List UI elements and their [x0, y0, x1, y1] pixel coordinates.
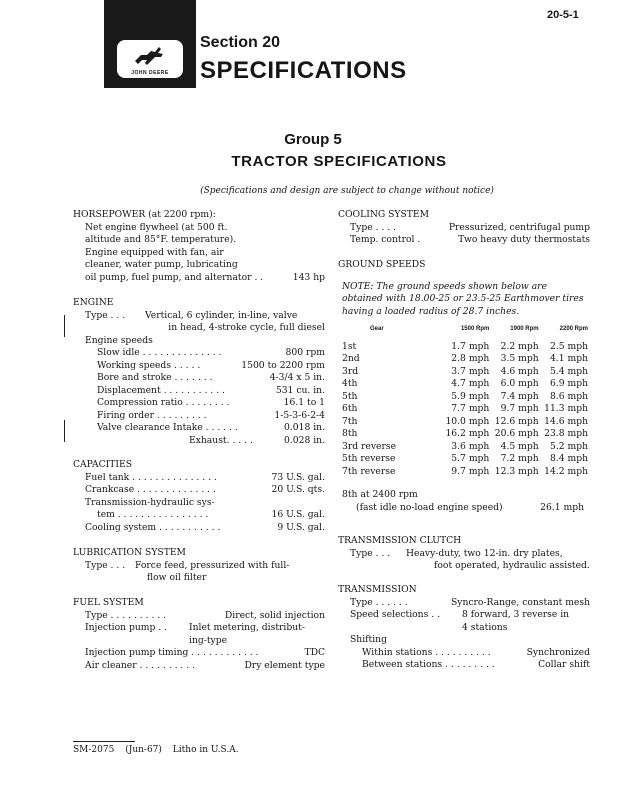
speed-cell: 12.3 mph	[494, 465, 539, 477]
speed-cell: 3.6 mph	[451, 440, 490, 452]
fuel-row	[73, 610, 325, 623]
speed-cell: 9.7 mph	[451, 465, 490, 477]
spec-value: 531 cu. in.	[275, 384, 325, 396]
speed-cell: 9.7 mph	[500, 403, 539, 414]
transmission-row	[338, 597, 590, 610]
ground-speeds-note: NOTE: The ground speeds shown below are obtained with 18.00-25 or 23.5-25 Earthmover tires having a loaded radius of 28.7 inches.	[342, 280, 584, 317]
lubrication-heading: LUBRICATION SYSTEM	[73, 547, 186, 558]
ground-speeds-body	[342, 341, 588, 479]
cooling-section	[338, 209, 590, 247]
capacity-label: Crankcase . . . . . . . . . . . . . .	[85, 484, 216, 495]
fuel-label: Air cleaner . . . . . . . . . .	[85, 659, 196, 671]
engine-type-value-2: in head, 4-stroke cycle, full diesel	[168, 322, 325, 333]
clutch-type-value-2: foot operated, hydraulic assisted.	[434, 560, 590, 571]
capacity-row	[73, 509, 325, 522]
spec-label: Compression ratio . . . . . . . .	[97, 397, 230, 408]
capacity-trans-label: Transmission-hydraulic sys-	[85, 496, 215, 508]
horsepower-section	[73, 209, 325, 284]
fuel-label: Injection pump timing . . . . . . . . . . . .	[85, 647, 259, 658]
table-row	[342, 428, 588, 441]
speed-cell: 5.4 mph	[549, 365, 588, 377]
speed-cell: 5.9 mph	[451, 390, 490, 402]
clutch-type-label: Type . . .	[350, 547, 391, 559]
horsepower-value: 143 hp	[292, 271, 325, 283]
clutch-type-value: Heavy-duty, two 12-in. dry plates,	[406, 547, 563, 559]
speed-cell: 7.4 mph	[500, 390, 539, 402]
horsepower-line: cleaner, water pump, lubricating	[85, 259, 238, 270]
ground-speeds-heading: GROUND SPEEDS	[338, 259, 426, 270]
speed-cell: 14.6 mph	[544, 415, 588, 427]
speed-cell: 23.8 mph	[544, 428, 588, 439]
speed-cell: 4.5 mph	[500, 440, 539, 452]
transmission-row	[338, 647, 590, 660]
spec-label: Valve clearance Intake . . . . . .	[97, 422, 238, 433]
speed-cell: 8.4 mph	[549, 453, 588, 464]
speed-cell: 3.5 mph	[500, 353, 539, 364]
speed-cell: 8.6 mph	[549, 390, 588, 402]
revision-bar	[64, 315, 65, 337]
transmission-section	[338, 584, 590, 672]
lubrication-type-label: Type . . .	[85, 559, 126, 571]
gear-cell: 7th reverse	[342, 465, 396, 477]
speed-cell: 12.6 mph	[494, 415, 539, 427]
speed-cell: 2.2 mph	[500, 340, 539, 352]
speed-cell: 4.7 mph	[451, 378, 490, 389]
column-header: 1500 Rpm	[460, 326, 490, 332]
speed-cell: 14.2 mph	[544, 465, 588, 477]
capacity-label: tem . . . . . . . . . . . . . . . .	[97, 509, 209, 520]
engine-spec-row	[73, 372, 325, 385]
engine-type-value: Vertical, 6 cylinder, in-line, valve	[145, 309, 298, 321]
engine-type-label: Type . . .	[85, 309, 126, 321]
speed-cell: 7.7 mph	[451, 403, 490, 414]
speed-cell: 7.2 mph	[500, 453, 539, 464]
spec-label: Firing order . . . . . . . . .	[97, 409, 207, 421]
footer-divider	[73, 741, 135, 742]
idle-value: 26.1 mph	[540, 501, 584, 513]
speed-cell: 5.2 mph	[549, 440, 588, 452]
spec-value: 0.018 in.	[284, 422, 325, 433]
transmission-label: Type . . . . . .	[350, 596, 408, 608]
speed-cell: 2.5 mph	[549, 340, 588, 352]
table-row	[342, 341, 588, 354]
table-row	[342, 441, 588, 454]
speed-cell: 4.6 mph	[500, 365, 539, 377]
gear-cell: 1st	[342, 340, 357, 352]
transmission-value: Syncro-Range, constant mesh	[450, 596, 590, 608]
capacity-label: Fuel tank . . . . . . . . . . . . . . .	[85, 471, 217, 483]
spec-label: Working speeds . . . . .	[97, 359, 201, 371]
lubrication-type-value: Force feed, pressurized with full-	[135, 559, 290, 571]
spec-label: Slow idle . . . . . . . . . . . . . .	[97, 347, 222, 358]
john-deere-logo	[104, 0, 196, 88]
table-row	[342, 466, 588, 479]
capacity-row	[73, 484, 325, 497]
spec-value: 1-5-3-6-2-4	[274, 409, 325, 421]
table-row	[342, 366, 588, 379]
gear-cell: 2nd	[342, 353, 360, 364]
footer	[73, 745, 239, 755]
horsepower-line: Engine equipped with fan, air	[85, 246, 224, 258]
speed-cell: 4.1 mph	[549, 353, 588, 364]
speed-cell: 6.0 mph	[500, 378, 539, 389]
idle-label: (fast idle no-load engine speed)	[356, 501, 503, 513]
capacities-heading: CAPACITIES	[73, 459, 133, 470]
ground-speeds-section	[338, 259, 590, 514]
gear-cell: 4th	[342, 378, 358, 389]
cooling-label: Type . . . .	[350, 221, 397, 233]
table-row	[342, 353, 588, 366]
spec-value: 800 rpm	[285, 347, 325, 358]
footer-date: (Jun-67)	[125, 745, 162, 755]
lubrication-type-value-2: flow oil filter	[147, 572, 207, 583]
engine-spec-row	[73, 347, 325, 360]
gear-cell: 5th reverse	[342, 453, 396, 464]
engine-spec-row	[73, 410, 325, 423]
engine-spec-row	[73, 435, 325, 448]
ground-speeds-table	[342, 323, 588, 478]
footer-litho: Litho in U.S.A.	[172, 745, 239, 755]
transmission-label: Within stations . . . . . . . . . .	[362, 646, 491, 658]
fuel-pump-value-2: ing-type	[189, 634, 228, 646]
capacities-section	[73, 459, 325, 534]
engine-section	[73, 297, 325, 447]
capacity-value: 20 U.S. qts.	[271, 484, 325, 495]
speed-cell: 5.7 mph	[451, 453, 490, 464]
spec-value: 4-3/4 x 5 in.	[269, 372, 325, 383]
cooling-heading: COOLING SYSTEM	[338, 209, 430, 220]
capacity-label: Cooling system . . . . . . . . . . .	[85, 521, 221, 533]
gear-cell: 5th	[342, 390, 358, 402]
gear-cell: 3rd reverse	[342, 440, 397, 452]
horsepower-heading: HORSEPOWER (at 2200 rpm):	[73, 209, 216, 220]
spec-label: Displacement . . . . . . . . . . .	[97, 384, 225, 396]
gear-cell: 3rd	[342, 365, 359, 377]
spec-value: 16.1 to 1	[283, 397, 325, 408]
engine-spec-row	[73, 422, 325, 435]
engine-spec-row	[73, 385, 325, 398]
fuel-label: Type . . . . . . . . . .	[85, 609, 167, 621]
table-header-row	[342, 323, 588, 341]
cooling-value: Pressurized, centrifugal pump	[448, 221, 590, 233]
capacity-row	[73, 522, 325, 535]
lubrication-type-row	[73, 560, 325, 573]
logo-text: JOHN DEERE	[131, 70, 169, 76]
subtitle: (Specifications and design are subject to change without notice)	[200, 186, 494, 196]
capacity-value: 9 U.S. gal.	[277, 521, 325, 533]
speed-cell: 20.6 mph	[494, 428, 539, 439]
engine-spec-row	[73, 360, 325, 373]
table-row	[342, 416, 588, 429]
table-row	[342, 391, 588, 404]
engine-heading: ENGINE	[73, 297, 114, 308]
speed-cell: 1.7 mph	[451, 340, 490, 352]
capacity-value: 73 U.S. gal.	[271, 471, 325, 483]
gear-cell: 7th	[342, 415, 358, 427]
transmission-label: Between stations . . . . . . . . .	[362, 659, 495, 670]
capacity-value: 16 U.S. gal.	[271, 509, 325, 520]
fuel-value: Direct, solid injection	[224, 609, 325, 621]
fuel-pump-value: Inlet metering, distribut-	[189, 622, 305, 633]
transmission-value: Collar shift	[538, 659, 590, 670]
horsepower-line: altitude and 85°F. temperature).	[85, 234, 237, 245]
fuel-heading: FUEL SYSTEM	[73, 597, 144, 608]
speed-cell: 3.7 mph	[451, 365, 490, 377]
engine-type-row	[73, 310, 325, 323]
fuel-section	[73, 597, 325, 672]
fuel-row	[73, 647, 325, 660]
spec-label: Bore and stroke . . . . . . .	[97, 372, 213, 383]
transmission-value: Synchronized	[526, 646, 590, 658]
section-label: Section 20	[200, 34, 281, 51]
speed-cell: 11.3 mph	[544, 403, 588, 414]
speed-cell: 2.8 mph	[451, 353, 490, 364]
cooling-row	[338, 222, 590, 235]
column-header: 1900 Rpm	[510, 326, 539, 332]
idle-row	[338, 502, 590, 515]
speed-selections-row	[338, 609, 590, 622]
fuel-row	[73, 660, 325, 673]
page-number: 20-5-1	[547, 9, 579, 21]
transmission-clutch-heading: TRANSMISSION CLUTCH	[338, 535, 462, 546]
table-row	[342, 378, 588, 391]
capacity-row	[73, 472, 325, 485]
speed-cell: 6.9 mph	[549, 378, 588, 389]
fuel-pump-row	[73, 622, 325, 635]
transmission-clutch-section	[338, 535, 590, 573]
column-header: Gear	[370, 326, 384, 332]
cooling-value: Two heavy duty thermostats	[458, 234, 590, 245]
transmission-heading: TRANSMISSION	[338, 584, 417, 595]
cooling-label: Temp. control .	[350, 234, 421, 245]
table-row	[342, 453, 588, 466]
horsepower-value-row	[73, 272, 325, 285]
shifting-heading: Shifting	[350, 634, 387, 645]
gear-cell: 8th	[342, 428, 358, 439]
speed-selections-value-2: 4 stations	[462, 621, 508, 633]
lubrication-section	[73, 547, 325, 585]
footer-code: SM-2075	[73, 745, 115, 755]
spec-value: 0.028 in.	[284, 434, 325, 446]
engine-speeds-heading: Engine speeds	[85, 334, 153, 346]
speed-cell: 16.2 mph	[445, 428, 490, 439]
spec-label: Exhaust. . . . .	[189, 434, 253, 446]
horsepower-line: Net engine flywheel (at 500 ft.	[85, 221, 228, 233]
deer-icon	[131, 43, 169, 69]
cooling-row	[338, 234, 590, 247]
speed-selections-label: Speed selections . .	[350, 609, 440, 620]
spec-value: 1500 to 2200 rpm	[241, 359, 325, 371]
section-title: SPECIFICATIONS	[200, 57, 407, 84]
speed-selections-value: 8 forward, 3 reverse in	[462, 609, 570, 620]
transmission-row	[338, 659, 590, 672]
clutch-type-row	[338, 548, 590, 561]
gear-cell: 6th	[342, 403, 358, 414]
engine-spec-row	[73, 397, 325, 410]
fuel-value: Dry element type	[244, 659, 325, 671]
group-label: Group 5	[284, 131, 342, 148]
rpm-line: 8th at 2400 rpm	[342, 489, 418, 500]
fuel-value: TDC	[304, 647, 325, 658]
deer-logo-badge	[117, 40, 183, 78]
revision-bar	[64, 420, 65, 442]
horsepower-label: oil pump, fuel pump, and alternator . .	[85, 271, 264, 283]
column-header: 2200 Rpm	[559, 326, 588, 332]
speed-cell: 10.0 mph	[445, 415, 490, 427]
fuel-pump-label: Injection pump . .	[85, 622, 168, 633]
group-title: TRACTOR SPECIFICATIONS	[231, 153, 447, 170]
table-row	[342, 403, 588, 416]
